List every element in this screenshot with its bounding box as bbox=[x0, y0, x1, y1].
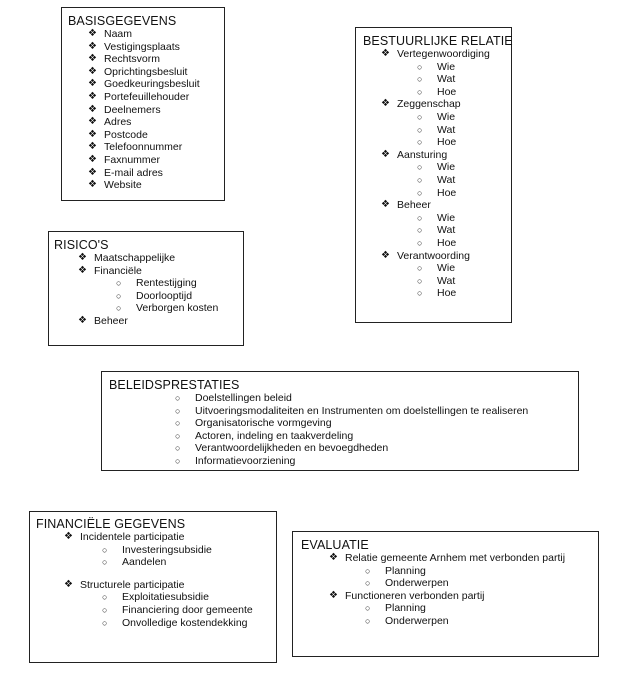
circle-bullet-icon: ○ bbox=[102, 592, 108, 603]
diamond-bullet-icon: ❖ bbox=[88, 40, 97, 52]
diamond-bullet-icon: ❖ bbox=[88, 65, 97, 77]
diamond-bullet-icon: ❖ bbox=[88, 166, 97, 178]
risicos-list bbox=[72, 252, 243, 328]
circle-bullet-icon: ○ bbox=[102, 544, 108, 555]
list-item: ○ Organisatorische vormgeving bbox=[175, 417, 332, 430]
circle-bullet-icon: ○ bbox=[175, 455, 181, 466]
circle-bullet-icon: ○ bbox=[175, 405, 181, 416]
circle-bullet-icon: ○ bbox=[417, 124, 423, 135]
list-item: ○ Doorlooptijd bbox=[116, 289, 193, 302]
list-item: ○ Verborgen kosten bbox=[116, 302, 219, 315]
list-item: ○ Planning bbox=[365, 602, 426, 615]
circle-bullet-icon: ○ bbox=[175, 418, 181, 429]
circle-bullet-icon: ○ bbox=[417, 288, 423, 299]
diamond-bullet-icon: ❖ bbox=[88, 103, 97, 115]
list-item: ❖ Relatie gemeente Arnhem met verbonden partij ○ Planning ○ Onderwerpen bbox=[323, 552, 598, 590]
circle-bullet-icon: ○ bbox=[417, 86, 423, 97]
circle-bullet-icon: ○ bbox=[365, 615, 371, 626]
basisgegevens-title: BASISGEGEVENS bbox=[68, 14, 177, 28]
circle-bullet-icon: ○ bbox=[175, 430, 181, 441]
circle-bullet-icon: ○ bbox=[102, 617, 108, 628]
circle-bullet-icon: ○ bbox=[417, 237, 423, 248]
diamond-bullet-icon: ❖ bbox=[329, 589, 338, 601]
circle-bullet-icon: ○ bbox=[417, 212, 423, 223]
circle-bullet-icon: ○ bbox=[175, 393, 181, 403]
list-item: ❖ Goedkeuringsbesluit bbox=[88, 78, 200, 91]
circle-bullet-icon: ○ bbox=[102, 557, 108, 568]
circle-bullet-icon: ○ bbox=[116, 278, 122, 289]
list-item: ○ Aandelen bbox=[102, 556, 167, 569]
list-item: ❖ Vestigingsplaats bbox=[88, 40, 180, 53]
diamond-bullet-icon: ❖ bbox=[88, 116, 97, 128]
list-item: ○ Wat bbox=[417, 274, 456, 287]
circle-bullet-icon: ○ bbox=[417, 275, 423, 286]
list-item: ○ Investeringsubsidie bbox=[102, 543, 212, 556]
list-item: ○ Wie bbox=[417, 262, 456, 275]
list-item: ○ Onderwerpen bbox=[365, 614, 449, 627]
list-item: ○ Hoe bbox=[417, 186, 457, 199]
list-item: ○ Verantwoordelijkheden en bevoegdheden bbox=[175, 442, 389, 455]
list-item: ❖ E-mail adres bbox=[88, 166, 163, 179]
list-item: ❖ Naam bbox=[88, 28, 133, 40]
circle-bullet-icon: ○ bbox=[417, 162, 423, 173]
circle-bullet-icon: ○ bbox=[417, 137, 423, 148]
list-item: ○ Onvolledige kostendekking bbox=[102, 616, 248, 629]
list-item: ○ Wie bbox=[417, 110, 456, 123]
diamond-bullet-icon: ❖ bbox=[88, 128, 97, 140]
list-item: ○ Wat bbox=[417, 73, 456, 86]
diamond-bullet-icon: ❖ bbox=[381, 148, 390, 160]
list-item: ❖ Verantwoording ○ Wie ○ Wat ○ Hoe bbox=[375, 250, 511, 300]
list-item: ○ Exploitatiesubsidie bbox=[102, 591, 209, 604]
basisgegevens-box bbox=[61, 7, 225, 201]
list-item: ○ Onderwerpen bbox=[365, 577, 449, 590]
list-item: ❖ Beheer ○ Wie ○ Wat ○ Hoe bbox=[375, 199, 511, 249]
list-item: ❖ Zeggenschap ○ Wie ○ Wat ○ Hoe bbox=[375, 98, 511, 148]
bestuurlijke-relatie-title: BESTUURLIJKE RELATIE bbox=[363, 34, 513, 48]
financiele-gegevens-title: FINANCIËLE GEGEVENS bbox=[36, 517, 186, 531]
diamond-bullet-icon: ❖ bbox=[329, 552, 338, 563]
basisgegevens-list bbox=[82, 28, 224, 192]
diamond-bullet-icon: ❖ bbox=[78, 264, 87, 276]
list-item: ❖ Maatschappelijke bbox=[78, 252, 176, 264]
list-item: ○ Uitvoeringsmodaliteiten en Instrumenten om doelstellingen te realiseren bbox=[175, 404, 529, 417]
diamond-bullet-icon: ❖ bbox=[381, 48, 390, 59]
list-item: ❖ Structurele participatie ○ Exploitatiesubsidie ○ Financiering door gemeente ○ Onvolledige kostendekking bbox=[58, 579, 276, 629]
diamond-bullet-icon: ❖ bbox=[88, 90, 97, 102]
list-item: ○ Informatievoorziening bbox=[175, 454, 296, 467]
circle-bullet-icon: ○ bbox=[102, 604, 108, 615]
list-item: ❖ Beheer bbox=[78, 314, 128, 327]
list-item: ❖ Rechtsvorm bbox=[88, 53, 161, 66]
diamond-bullet-icon: ❖ bbox=[64, 531, 73, 542]
list-item: ○ Rentestijging bbox=[116, 277, 197, 290]
list-item: ❖ Deelnemers bbox=[88, 103, 161, 116]
risicos-box bbox=[48, 231, 244, 346]
circle-bullet-icon: ○ bbox=[417, 174, 423, 185]
beleidsprestaties-title: BELEIDSPRESTATIES bbox=[109, 378, 240, 392]
list-item: ○ Financiering door gemeente bbox=[102, 603, 253, 616]
diamond-bullet-icon: ❖ bbox=[381, 199, 390, 211]
list-item: ○ Hoe bbox=[417, 236, 457, 249]
circle-bullet-icon: ○ bbox=[417, 263, 423, 274]
list-item: ○ Wie bbox=[417, 211, 456, 224]
beleidsprestaties-list bbox=[165, 392, 578, 468]
diamond-bullet-icon: ❖ bbox=[64, 578, 73, 590]
list-item: ○ Wat bbox=[417, 173, 456, 186]
list-item: ○ Wat bbox=[417, 123, 456, 136]
list-item: ❖ Faxnummer bbox=[88, 153, 161, 166]
list-item: ❖ Aansturing ○ Wie ○ Wat ○ Hoe bbox=[375, 149, 511, 199]
diamond-bullet-icon: ❖ bbox=[88, 141, 97, 153]
list-item: ○ Hoe bbox=[417, 287, 457, 300]
list-item: ❖ Oprichtingsbesluit bbox=[88, 65, 188, 78]
circle-bullet-icon: ○ bbox=[116, 303, 122, 314]
list-item: ○ Wie bbox=[417, 161, 456, 174]
financiele-gegevens-list bbox=[58, 531, 276, 629]
list-item: ○ Doelstellingen beleid bbox=[175, 392, 292, 404]
list-item: ❖ Adres bbox=[88, 116, 132, 129]
diamond-bullet-icon: ❖ bbox=[88, 153, 97, 165]
diamond-bullet-icon: ❖ bbox=[88, 53, 97, 65]
circle-bullet-icon: ○ bbox=[175, 443, 181, 454]
list-item: ❖ Incidentele participatie ○ Investeringsubsidie ○ Aandelen bbox=[58, 531, 276, 569]
circle-bullet-icon: ○ bbox=[417, 187, 423, 198]
list-item: ○ Planning bbox=[365, 564, 426, 577]
evaluatie-title: EVALUATIE bbox=[301, 538, 369, 552]
circle-bullet-icon: ○ bbox=[417, 61, 423, 72]
list-item: ❖ Financiële ○ Rentestijging ○ Doorlooptijd ○ Verborgen kosten bbox=[72, 265, 243, 315]
diamond-bullet-icon: ❖ bbox=[381, 98, 390, 110]
financiele-gegevens-box bbox=[29, 511, 277, 663]
evaluatie-box bbox=[292, 531, 599, 657]
list-item: ○ Hoe bbox=[417, 136, 457, 149]
diamond-bullet-icon: ❖ bbox=[88, 78, 97, 90]
evaluatie-list bbox=[323, 552, 598, 628]
bestuurlijke-relatie-box bbox=[355, 27, 512, 323]
list-item: ❖ Portefeuillehouder bbox=[88, 90, 190, 103]
diamond-bullet-icon: ❖ bbox=[381, 249, 390, 261]
circle-bullet-icon: ○ bbox=[417, 74, 423, 85]
risicos-title: RISICO'S bbox=[54, 238, 109, 252]
list-item: ○ Actoren, indeling en taakverdeling bbox=[175, 429, 354, 442]
diamond-bullet-icon: ❖ bbox=[88, 28, 97, 39]
circle-bullet-icon: ○ bbox=[417, 225, 423, 236]
diamond-bullet-icon: ❖ bbox=[88, 179, 97, 191]
circle-bullet-icon: ○ bbox=[365, 578, 371, 589]
list-item: ❖ Telefoonnummer bbox=[88, 141, 183, 154]
diamond-bullet-icon: ❖ bbox=[78, 252, 87, 263]
bestuurlijke-relatie-list bbox=[375, 48, 511, 300]
circle-bullet-icon: ○ bbox=[116, 290, 122, 301]
beleidsprestaties-box bbox=[101, 371, 579, 471]
circle-bullet-icon: ○ bbox=[365, 603, 371, 614]
list-item: ○ Wat bbox=[417, 224, 456, 237]
circle-bullet-icon: ○ bbox=[365, 565, 371, 576]
list-item: ❖ Functioneren verbonden partij ○ Planning ○ Onderwerpen bbox=[323, 590, 598, 628]
list-item: ○ Wie bbox=[417, 60, 456, 73]
diamond-bullet-icon: ❖ bbox=[78, 314, 87, 326]
circle-bullet-icon: ○ bbox=[417, 111, 423, 122]
list-item: ○ Hoe bbox=[417, 85, 457, 98]
list-item: ❖ Postcode bbox=[88, 128, 148, 141]
list-item: ❖ Website bbox=[88, 179, 142, 192]
list-item: ❖ Vertegenwoordiging ○ Wie ○ Wat ○ Hoe bbox=[375, 48, 511, 98]
